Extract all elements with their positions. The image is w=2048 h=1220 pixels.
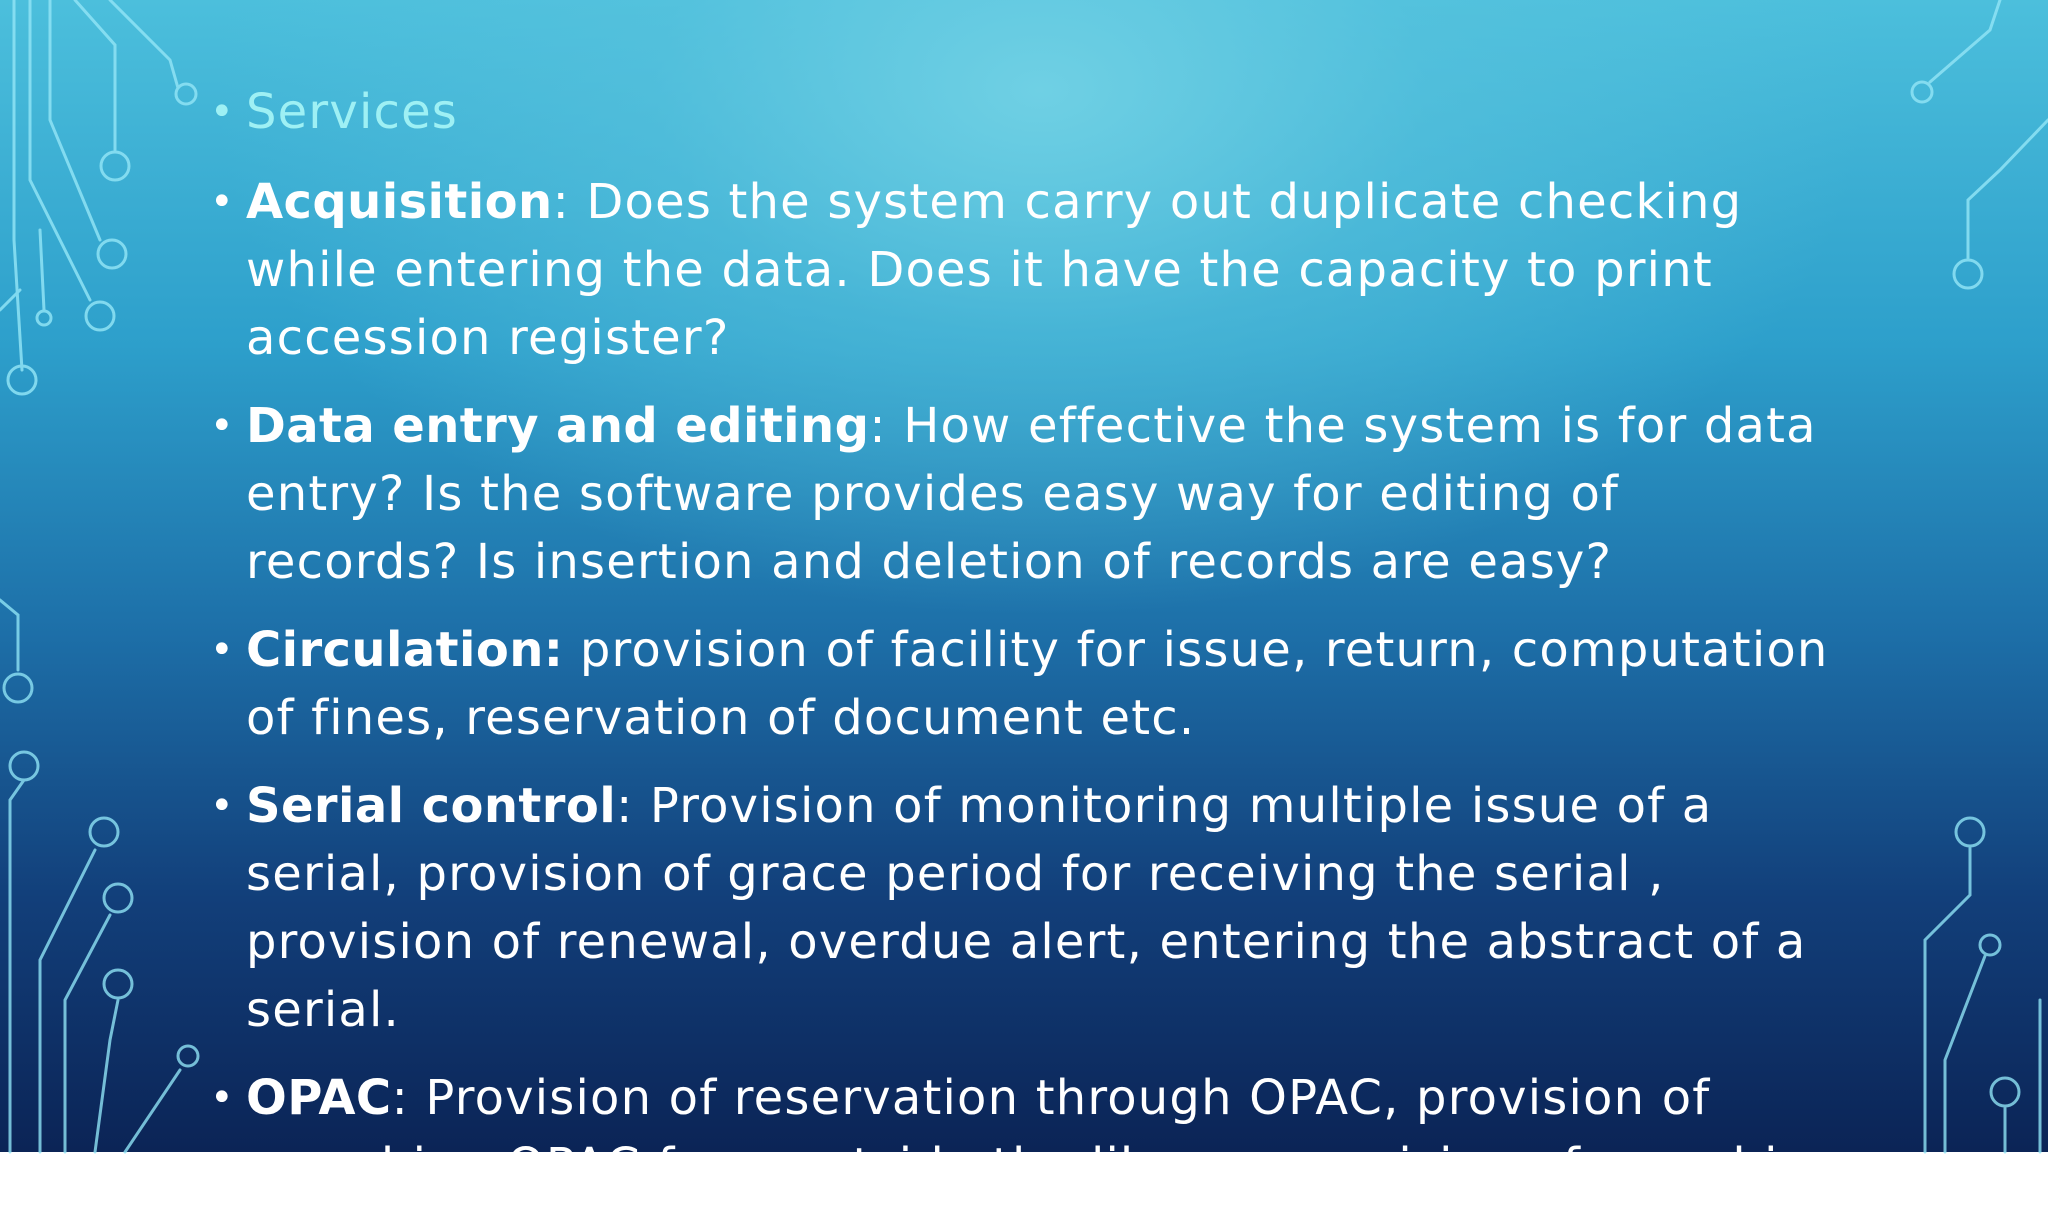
- bullet-term: Acquisition: [246, 174, 553, 230]
- bullet-icon: •: [210, 1075, 235, 1121]
- bullet-item-circulation: [206, 616, 1846, 752]
- bullet-icon: •: [210, 89, 235, 135]
- bullet-term: Data entry and editing: [246, 398, 870, 454]
- bullet-term: OPAC: [246, 1070, 392, 1126]
- bullet-heading: [206, 78, 1846, 146]
- bullet-item-opac: [206, 1064, 1846, 1200]
- bullet-icon: •: [210, 783, 235, 829]
- bullet-text: : Provision of reservation through OPAC, provision of searching OPAC from outside the library, provision of searching: [246, 1070, 1842, 1194]
- bullet-text: : How effective the system is for data entry? Is the software provides easy way for editing of records? Is insertion and deletion of records are easy?: [246, 398, 1817, 590]
- slide-content: [206, 78, 1846, 1220]
- bullet-icon: •: [210, 627, 235, 673]
- bullet-term: Circulation:: [246, 622, 564, 678]
- bullet-term: Serial control: [246, 778, 617, 834]
- bullet-text: : Does the system carry out duplicate checking while entering the data. Does it have the capacity to print accession register?: [246, 174, 1743, 366]
- bullet-text: : Provision of monitoring multiple issue of a serial, provision of grace period for receiving the serial , provision of renewal, overdue alert, entering the abstract of a serial.: [246, 778, 1807, 1038]
- bullet-text: provision of facility for issue, return, computation of fines, reservation of document etc.: [246, 622, 1829, 746]
- bullet-item-serial-control: [206, 772, 1846, 1044]
- bullet-item-acquisition: [206, 168, 1846, 372]
- bullet-icon: •: [210, 403, 235, 449]
- bullet-icon: •: [210, 179, 235, 225]
- heading-text: Services: [246, 84, 459, 140]
- bullet-item-data-entry: [206, 392, 1846, 596]
